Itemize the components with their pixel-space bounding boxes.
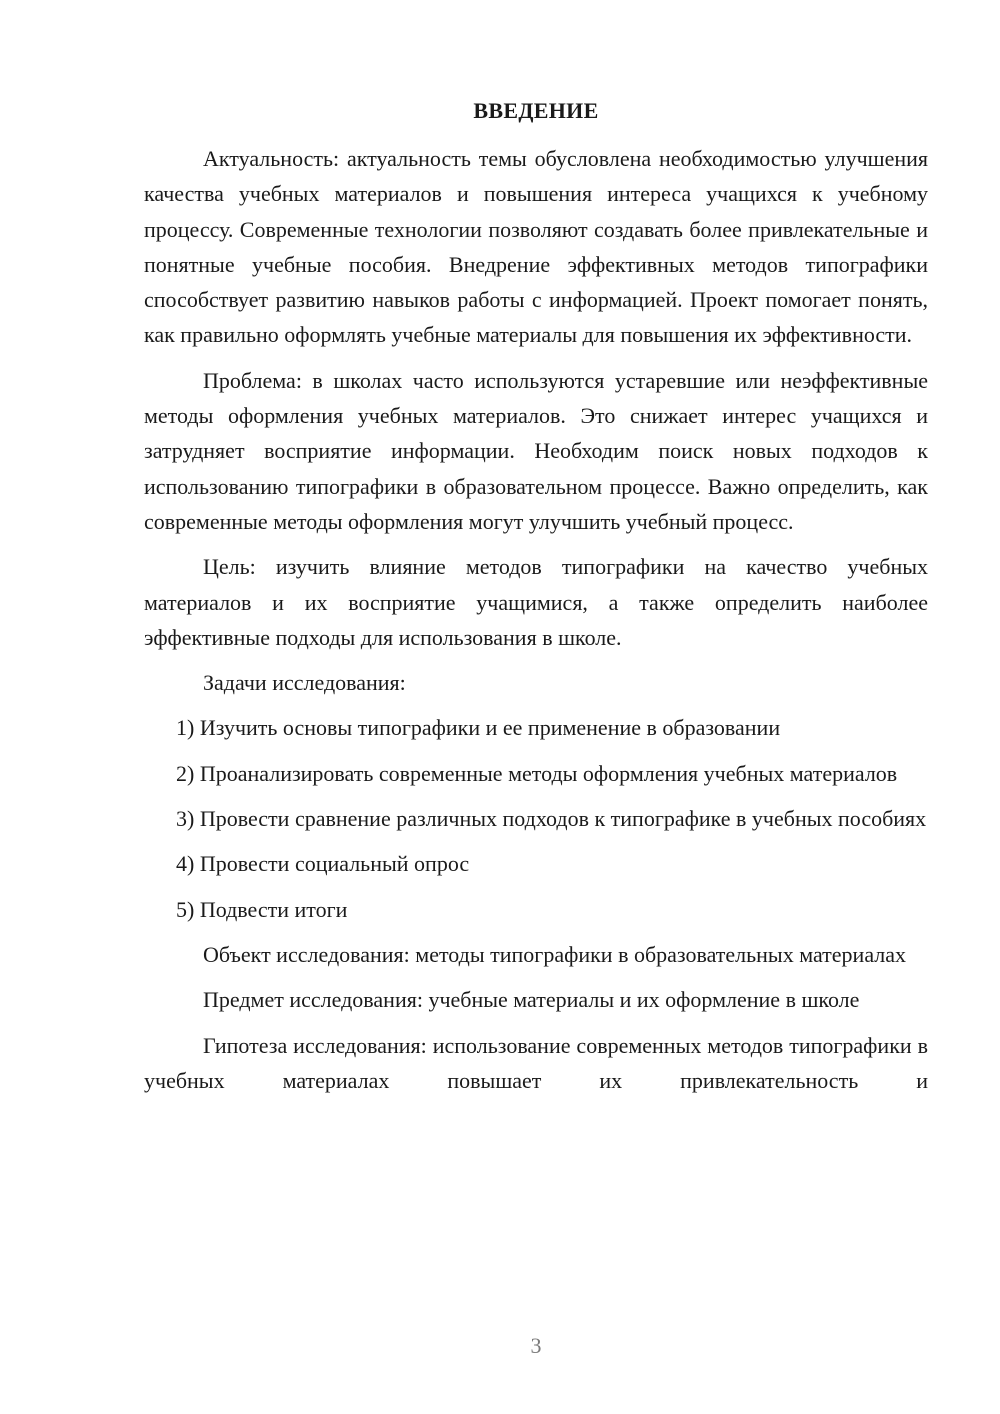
- section-title: ВВЕДЕНИЕ: [473, 98, 599, 123]
- page-number: 3: [530, 1333, 542, 1358]
- paragraph-hypothesis: Гипотеза исследования: использование современных методов типографики в учебных материалах повышает их привлекательность и: [144, 1032, 928, 1093]
- tasks-heading: Задачи исследования:: [203, 670, 406, 696]
- task-item-5: 5) Подвести итоги: [176, 896, 348, 922]
- paragraph-subject: Предмет исследования: учебные материалы и их оформление в школе: [203, 987, 860, 1013]
- paragraph-relevance: Актуальность: актуальность темы обусловлена необходимостью улучшения качества учебных материалов и повышения интереса учащихся к учебному процессу. Современные технологии позволяют создавать более привлекательные и понятные учебные пособия. Внедрение эффективных методов типографики способствует развитию навыков работы с информацией. Проект помогает понять, как правильно оформлять учебные материалы для повышения их эффективности.: [144, 146, 928, 348]
- task-item-1: 1) Изучить основы типографики и ее применение в образовании: [176, 715, 781, 741]
- task-item-3: 3) Провести сравнение различных подходов к типографике в учебных пособиях: [176, 806, 927, 832]
- paragraph-object: Объект исследования: методы типографики в образовательных материалах: [203, 941, 907, 967]
- paragraph-goal: Цель: изучить влияние методов типографики на качество учебных материалов и их восприятие учащимися, а также определить наиболее эффективные подходы для использования в школе.: [144, 554, 928, 650]
- task-item-4: 4) Провести социальный опрос: [176, 851, 470, 877]
- document-body: [144, 141, 928, 1108]
- paragraph-problem: Проблема: в школах часто используются устаревшие или неэффективные методы оформления учебных материалов. Это снижает интерес учащихся и затрудняет восприятие информации. Необходим поиск новых подходов к использованию типографики в образовательном процессе. Важно определить, как современные методы оформления могут улучшить учебный процесс.: [144, 367, 928, 534]
- task-item-2: 2) Проанализировать современные методы оформления учебных материалов: [176, 760, 898, 786]
